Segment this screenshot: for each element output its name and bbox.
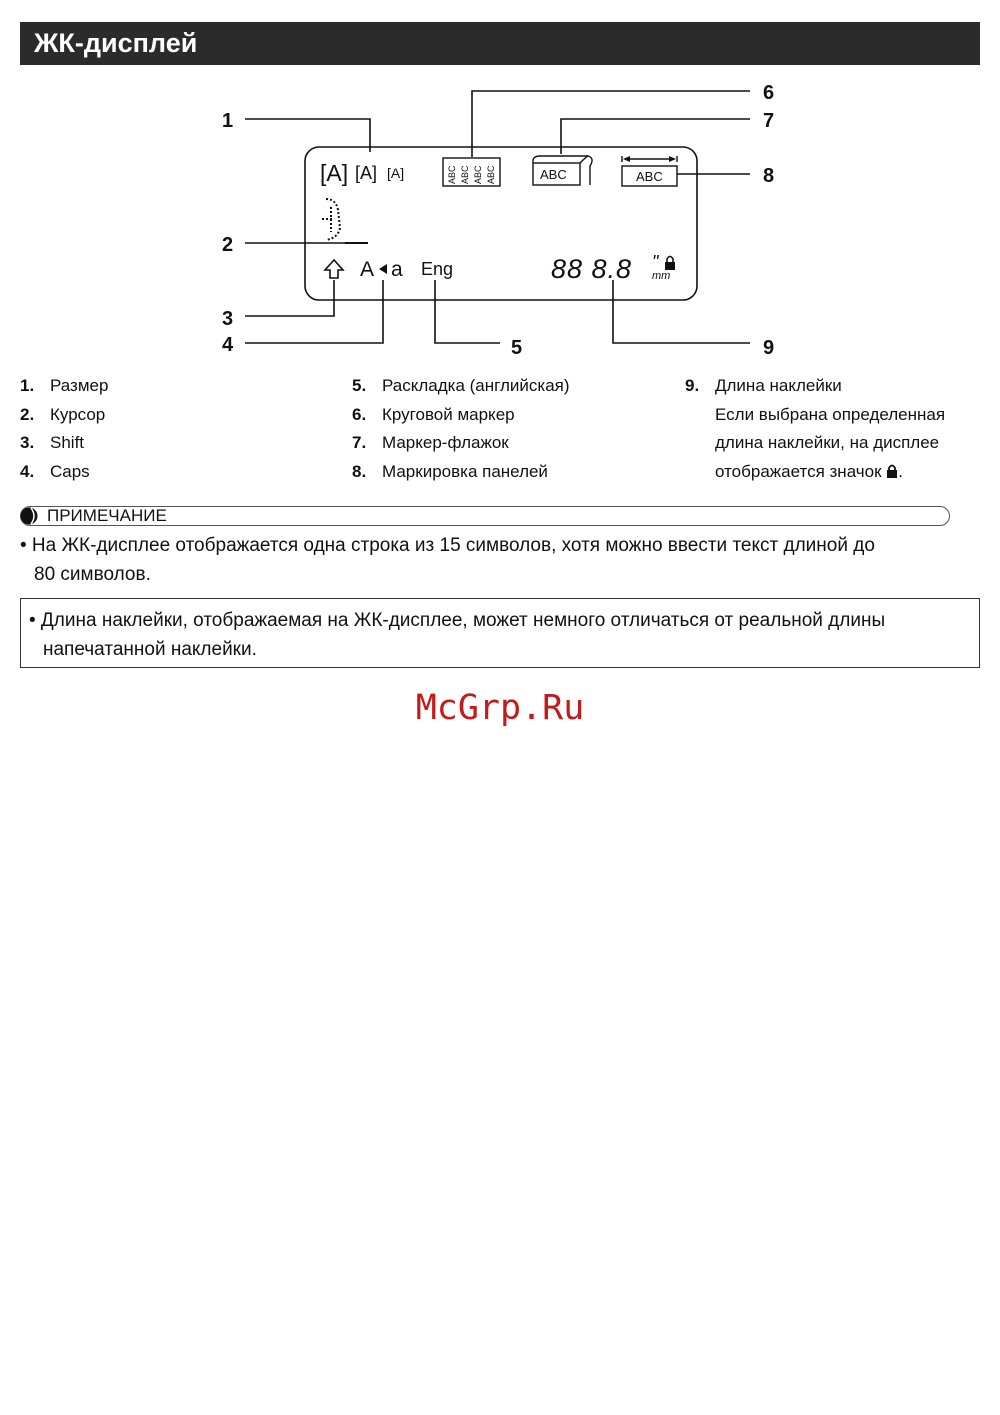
callout-3: 3: [222, 308, 234, 330]
legend-desc: Если выбрана определенная: [715, 404, 946, 424]
caps-upper: A: [360, 258, 375, 281]
callout-6: 6: [763, 82, 775, 104]
svg-text:ABC: ABC: [460, 165, 470, 184]
layout-indicator: Eng: [421, 259, 454, 279]
lock-icon: [886, 464, 898, 478]
legend-col-1: [20, 372, 108, 486]
leader-3: [245, 280, 334, 316]
legend-item: 8. Маркировка панелей: [352, 461, 548, 481]
callout-2: 2: [222, 234, 234, 256]
size-large-icon: [A]: [320, 160, 349, 186]
legend-desc: отображается значок .: [715, 461, 903, 481]
remark-box: • Длина наклейки, отображаемая на ЖК-дисплее, может немного отличаться от реальной длины напечатанной наклейки.: [20, 598, 980, 668]
legend-item: 3. Shift: [20, 433, 85, 452]
note-text: • На ЖК-дисплее отображается одна строка из 15 символов, хотя можно ввести текст длиной до 80 символов.: [20, 535, 875, 585]
callout-9: 9: [763, 337, 775, 359]
round-marker-icon: [443, 158, 500, 186]
legend-col-2: [352, 372, 570, 486]
callout-5: 5: [511, 337, 523, 359]
leader-7: [561, 119, 750, 154]
leader-4: [245, 280, 383, 343]
page-title: ЖК-дисплей: [20, 22, 980, 65]
legend-desc: длина наклейки, на дисплее: [715, 433, 940, 452]
legend-col-3: [685, 372, 945, 486]
length-unit-mm: mm: [652, 270, 671, 282]
leader-9: [613, 280, 750, 343]
panel-marking-text: ABC: [636, 169, 663, 184]
callout-8: 8: [763, 165, 775, 187]
caps-arrow-icon: [379, 264, 387, 274]
watermark: McGrp.Ru: [415, 688, 585, 728]
shift-icon: [325, 260, 343, 278]
size-medium-icon: [A]: [355, 163, 378, 183]
length-unit-inch: ": [652, 252, 659, 272]
size-small-icon: [A]: [387, 165, 405, 181]
callout-7: 7: [763, 110, 775, 132]
note-icon: [20, 507, 40, 525]
lock-icon: [665, 257, 675, 271]
svg-text:ABC: ABC: [447, 165, 457, 184]
legend-item: 2. Курсор: [20, 404, 106, 424]
legend-item: 7. Маркер-флажок: [352, 433, 509, 452]
svg-text:ABC: ABC: [486, 165, 496, 184]
legend-item: 9. Длина наклейки: [685, 376, 842, 395]
legend-item: 1. Размер: [20, 376, 109, 395]
note-title: ПРИМЕЧАНИЕ: [47, 506, 167, 525]
svg-text:ABC: ABC: [473, 165, 483, 184]
callout-1: 1: [222, 110, 234, 132]
legend-item: 4. Caps: [20, 461, 90, 481]
legend-item: 6. Круговой маркер: [352, 404, 515, 424]
cursor-icon: [322, 199, 340, 240]
callout-4: 4: [222, 334, 234, 356]
length-digits: 88 8.8: [551, 254, 633, 284]
legend-item: 5. Раскладка (английская): [352, 376, 570, 395]
flag-marker-text: ABC: [540, 167, 567, 182]
leader-5: [435, 280, 500, 343]
caps-lower: a: [391, 258, 403, 281]
lcd-diagram: [0, 70, 1000, 370]
